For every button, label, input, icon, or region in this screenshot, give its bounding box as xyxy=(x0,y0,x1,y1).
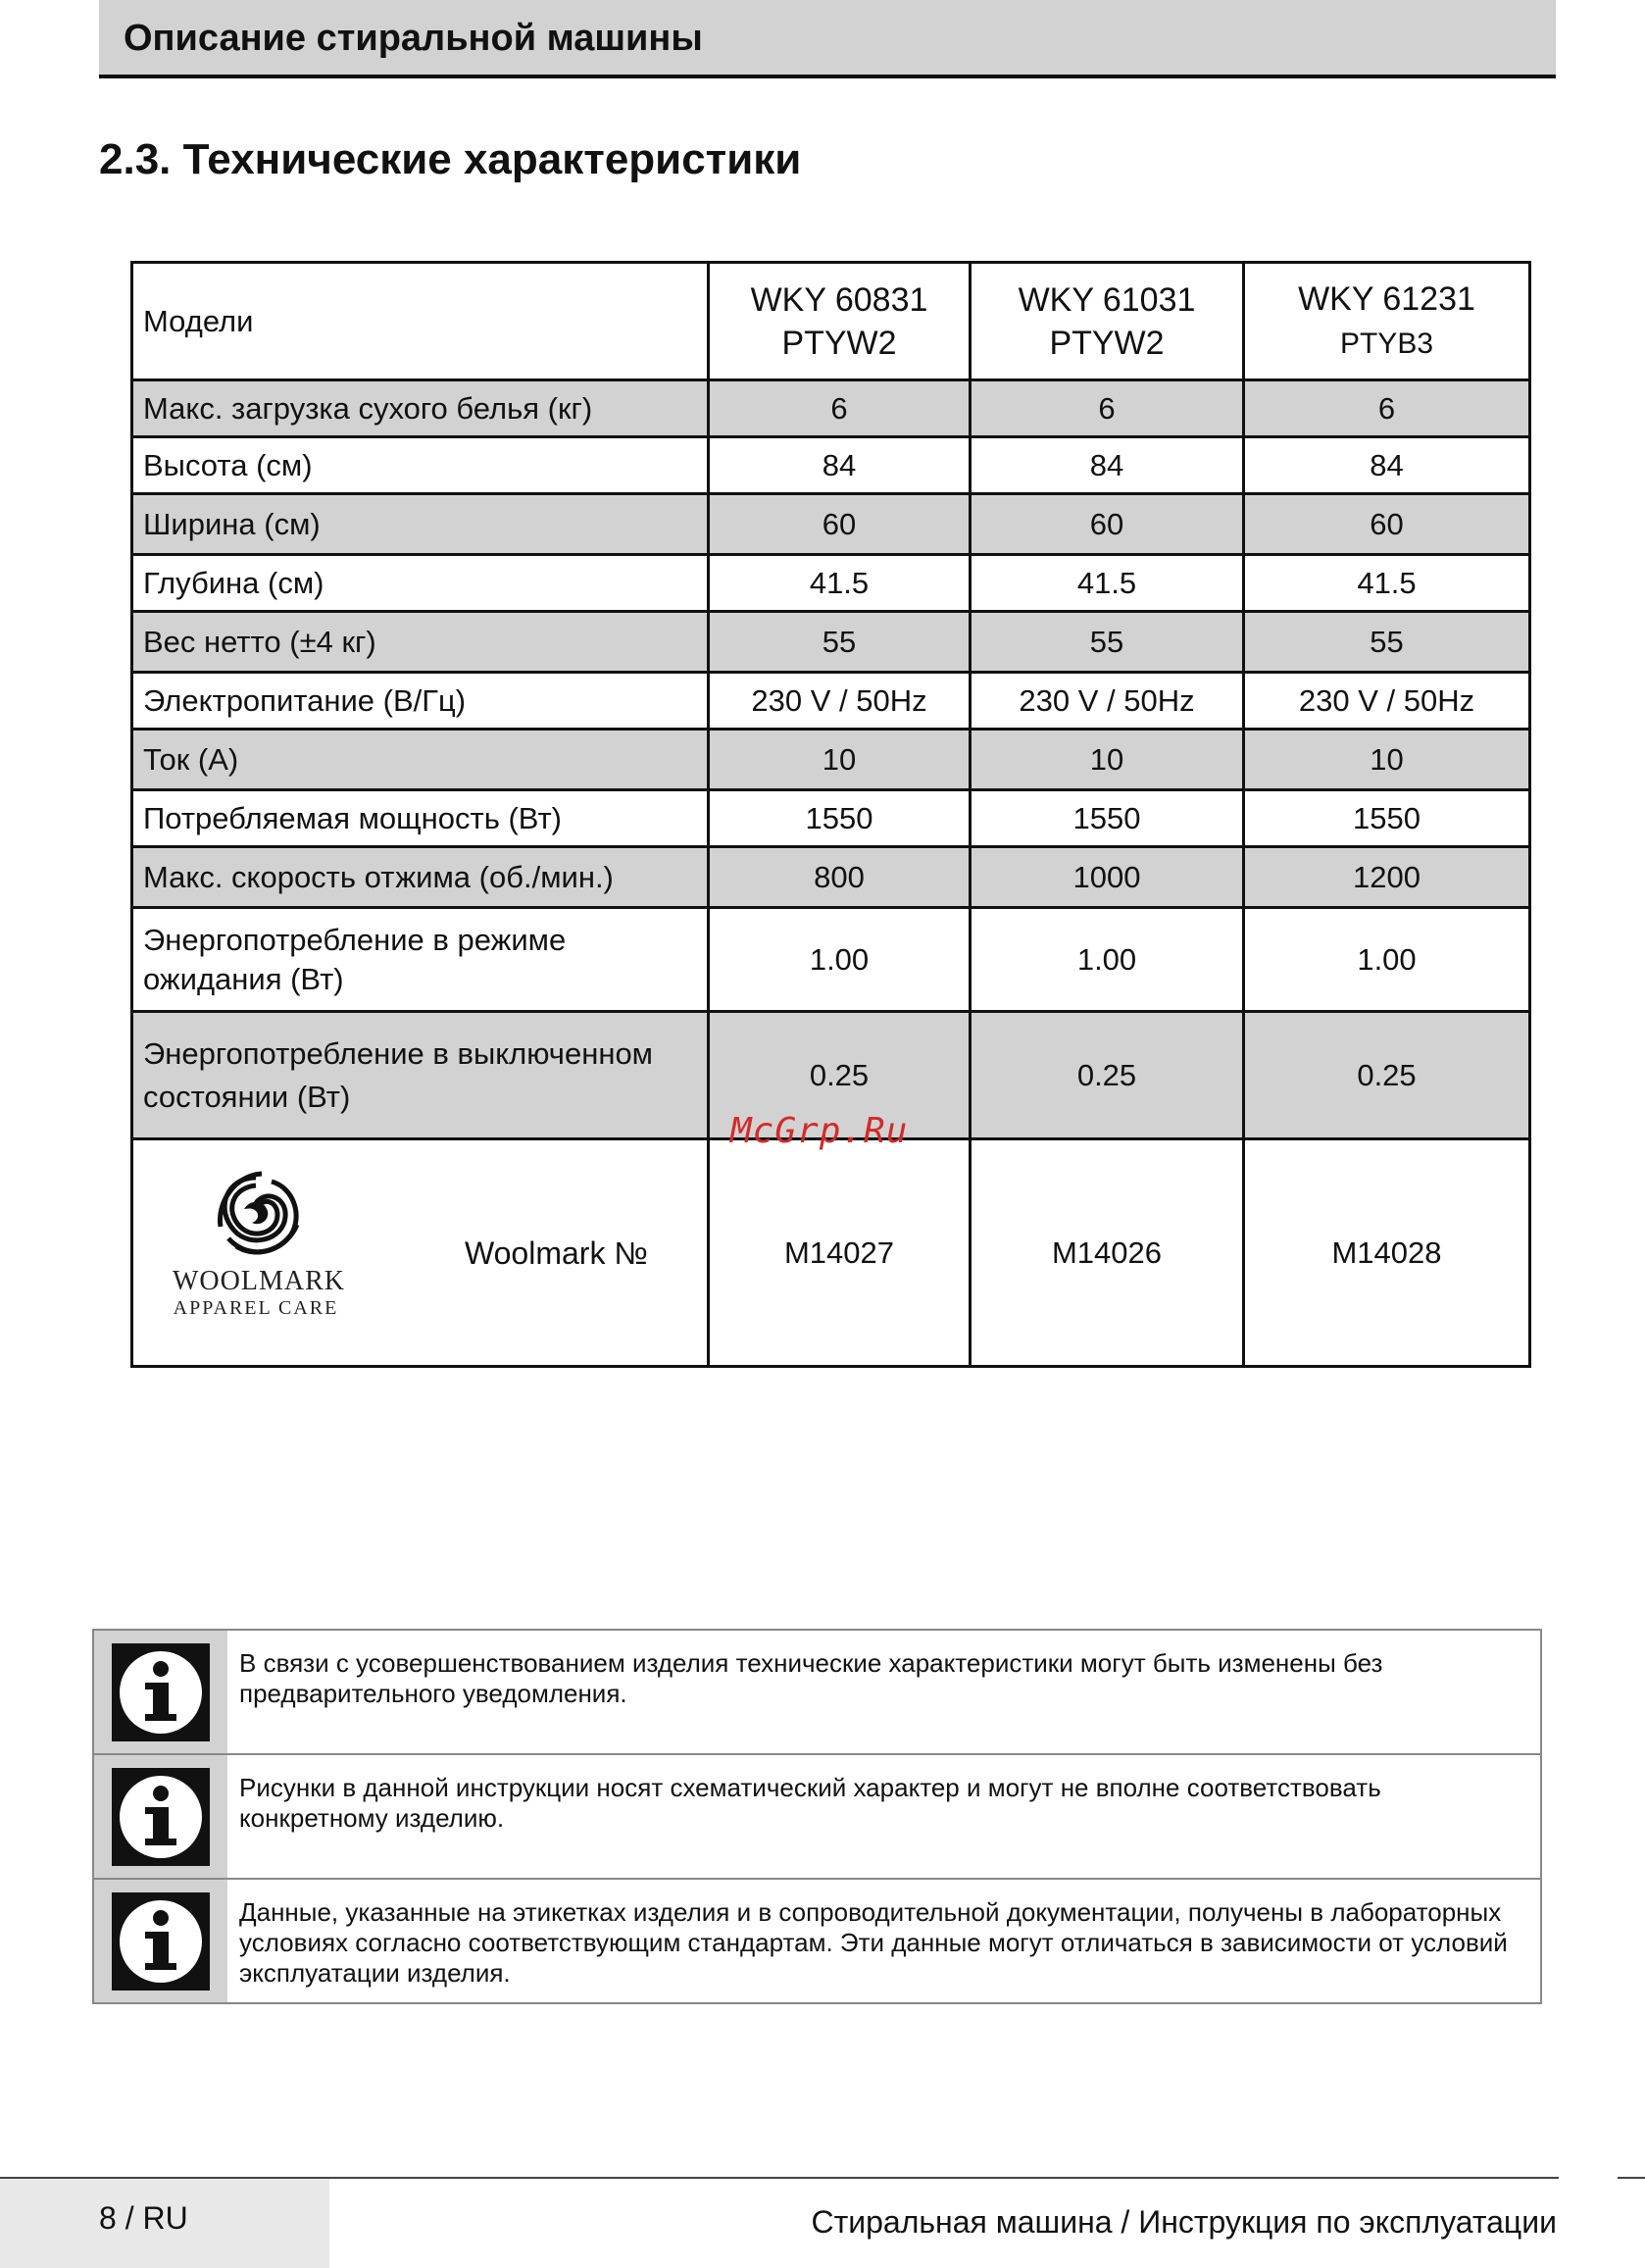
table-row xyxy=(132,555,1530,612)
row-label: Электропитание (В/Гц) xyxy=(132,673,709,730)
cell-value: 41.5 xyxy=(709,555,971,612)
model-name: WKY 61231 PTYB3 xyxy=(1244,263,1530,380)
row-label: Вес нетто (±4 кг) xyxy=(132,612,709,673)
table-row xyxy=(132,612,1530,673)
woolmark-logo-word: WOOLMARK xyxy=(173,1266,345,1296)
watermark: McGrp.Ru xyxy=(730,1111,909,1151)
woolmark-logo-sub: APPAREL CARE xyxy=(173,1297,339,1319)
cell-value: 1200 xyxy=(1244,847,1530,908)
table-row xyxy=(132,908,1530,1012)
cell-value: 1000 xyxy=(971,847,1244,908)
cell-value: 0.25 xyxy=(971,1012,1244,1139)
info-icon xyxy=(94,1880,227,2002)
cell-value: 41.5 xyxy=(1244,555,1530,612)
row-label: Ширина (см) xyxy=(132,494,709,555)
cell-value: 10 xyxy=(971,730,1244,790)
cell-value: 10 xyxy=(709,730,971,790)
note-row xyxy=(94,1631,1540,1755)
cell-value: 55 xyxy=(709,612,971,673)
table-row xyxy=(132,790,1530,847)
table-row xyxy=(132,730,1530,790)
info-icon xyxy=(94,1631,227,1753)
info-icon xyxy=(94,1755,227,1878)
cell-value: 230 V / 50Hz xyxy=(709,673,971,730)
cell-value: 1.00 xyxy=(1244,908,1530,1012)
model-name: WKY 61031 PTYW2 xyxy=(971,263,1244,380)
cell-value: 6 xyxy=(1244,380,1530,437)
spec-table xyxy=(130,261,1531,1368)
cell-value: 0.25 xyxy=(1244,1012,1530,1139)
table-row xyxy=(132,494,1530,555)
cell-value: 1550 xyxy=(971,790,1244,847)
woolmark-logo xyxy=(173,1170,345,1320)
cell-value: 1.00 xyxy=(971,908,1244,1012)
page-number: 8 / RU xyxy=(99,2200,188,2236)
cell-value: 800 xyxy=(709,847,971,908)
cell-value: 84 xyxy=(709,437,971,494)
cell-value: 84 xyxy=(971,437,1244,494)
cell-value: M14027 xyxy=(709,1139,971,1367)
woolmark-cell xyxy=(132,1139,709,1367)
cell-value: 230 V / 50Hz xyxy=(971,673,1244,730)
cell-value: 60 xyxy=(1244,494,1530,555)
cell-value: 1.00 xyxy=(709,908,971,1012)
header-title: Описание стиральной машины xyxy=(124,18,703,59)
cell-value: M14028 xyxy=(1244,1139,1530,1367)
cell-value: 6 xyxy=(971,380,1244,437)
woolmark-row xyxy=(132,1139,1530,1367)
footer-title: Стиральная машина / Инструкция по эксплуатации xyxy=(811,2204,1557,2240)
models-label: Модели xyxy=(132,263,709,380)
note-text: Данные, указанные на этикетках изделия и в сопроводительной документации, получены в лабораторных условиях согласно соответствующим стандартам. Эти данные могут отличаться в зависимости от условий эксплуатации изделия. xyxy=(239,1897,1508,1988)
cell-value: 60 xyxy=(709,494,971,555)
row-label: Потребляемая мощность (Вт) xyxy=(132,790,709,847)
row-label: Ток (A) xyxy=(132,730,709,790)
woolmark-label: Woolmark № xyxy=(465,1235,648,1271)
cell-value: 0.25 xyxy=(709,1012,971,1139)
row-label: Энергопотребление в режиме ожидания (Вт) xyxy=(132,908,709,1012)
row-label: Макс. скорость отжима (об./мин.) xyxy=(132,847,709,908)
cell-value: M14026 xyxy=(971,1139,1244,1367)
note-row xyxy=(94,1880,1540,2002)
row-label: Глубина (см) xyxy=(132,555,709,612)
cell-value: 60 xyxy=(971,494,1244,555)
footer-divider xyxy=(1618,2177,1645,2179)
cell-value: 1550 xyxy=(1244,790,1530,847)
row-label: Высота (см) xyxy=(132,437,709,494)
note-text: В связи с усовершенствованием изделия технические характеристики могут быть изменены без предварительного уведомления. xyxy=(239,1648,1383,1708)
notes-box xyxy=(92,1629,1542,2004)
note-text: Рисунки в данной инструкции носят схематический характер и могут не вполне соответствовать конкретному изделию. xyxy=(239,1773,1381,1833)
cell-value: 1550 xyxy=(709,790,971,847)
woolmark-icon xyxy=(207,1170,305,1260)
cell-value: 84 xyxy=(1244,437,1530,494)
cell-value: 10 xyxy=(1244,730,1530,790)
cell-value: 55 xyxy=(971,612,1244,673)
table-row xyxy=(132,380,1530,437)
header-bar xyxy=(99,0,1556,78)
cell-value: 55 xyxy=(1244,612,1530,673)
table-row xyxy=(132,673,1530,730)
note-row xyxy=(94,1755,1540,1880)
cell-value: 230 V / 50Hz xyxy=(1244,673,1530,730)
cell-value: 6 xyxy=(709,380,971,437)
table-row xyxy=(132,847,1530,908)
cell-value: 41.5 xyxy=(971,555,1244,612)
section-title: 2.3. Технические характеристики xyxy=(99,135,802,183)
table-header-row xyxy=(132,263,1530,380)
model-name: WKY 60831 PTYW2 xyxy=(709,263,971,380)
row-label: Макс. загрузка сухого белья (кг) xyxy=(132,380,709,437)
table-row xyxy=(132,437,1530,494)
row-label: Энергопотребление в выключенном состоянии (Вт) xyxy=(132,1012,709,1139)
